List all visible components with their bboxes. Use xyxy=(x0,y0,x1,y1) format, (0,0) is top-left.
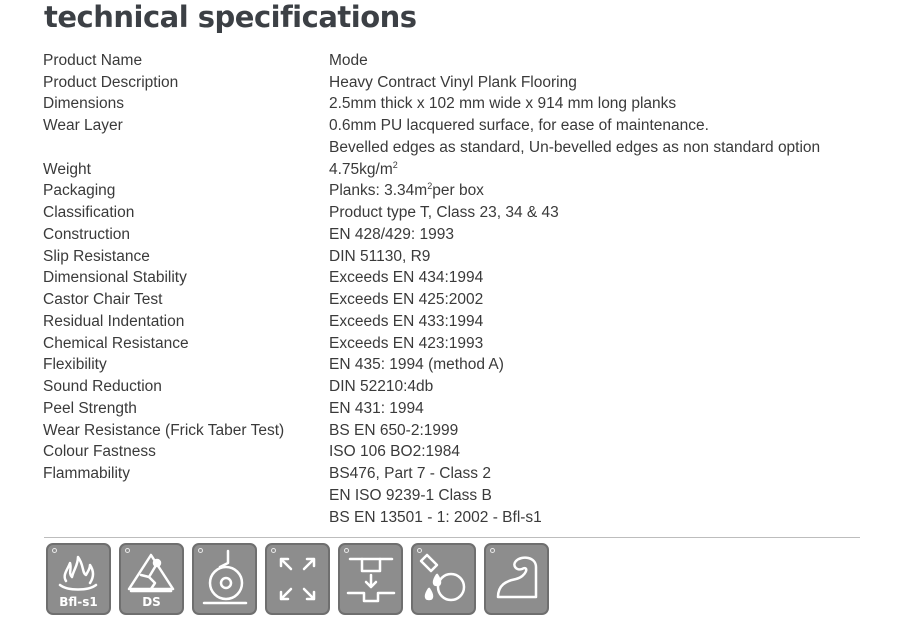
performance-icons xyxy=(46,543,549,615)
weight-value: 4.75kg/m xyxy=(329,160,393,178)
spec-value: EN 431: 1994 xyxy=(329,399,424,417)
spec-value: Bevelled edges as standard, Un-bevelled edges as non standard option xyxy=(329,138,821,156)
spec-row xyxy=(43,333,873,355)
spec-row xyxy=(43,94,873,116)
flexibility-icon xyxy=(484,543,549,615)
spec-row xyxy=(43,398,873,420)
spec-row xyxy=(43,246,873,268)
spec-label: Classification xyxy=(43,204,135,222)
spec-row xyxy=(43,72,873,94)
slip-resistance-icon xyxy=(119,543,184,615)
spec-row xyxy=(43,376,873,398)
spec-row xyxy=(43,463,873,485)
spec-row xyxy=(43,507,873,529)
spec-label: Wear Resistance (Frick Taber Test) xyxy=(43,421,285,439)
spec-value xyxy=(329,161,398,179)
spec-row xyxy=(43,159,873,181)
spec-value: Exceeds EN 434:1994 xyxy=(329,269,484,287)
slip-resistance-caption: DS xyxy=(142,595,161,609)
spec-label: Wear Layer xyxy=(43,117,123,135)
spec-row xyxy=(43,289,873,311)
spec-label: Colour Fastness xyxy=(43,443,156,461)
spec-value: EN ISO 9239-1 Class B xyxy=(329,486,492,504)
spec-value: EN 435: 1994 (method A) xyxy=(329,356,504,374)
spec-label: Product Name xyxy=(43,51,143,69)
spec-value: EN 428/429: 1993 xyxy=(329,225,454,243)
spec-value: BS476, Part 7 - Class 2 xyxy=(329,465,491,483)
spec-value: Mode xyxy=(329,51,368,69)
spec-value: Heavy Contract Vinyl Plank Flooring xyxy=(329,73,577,91)
spec-row xyxy=(43,202,873,224)
spec-row xyxy=(43,442,873,464)
spec-label: Castor Chair Test xyxy=(43,291,163,309)
spec-label: Residual Indentation xyxy=(43,312,185,330)
spec-row xyxy=(43,137,873,159)
spec-table xyxy=(43,50,873,529)
spec-label: Dimensional Stability xyxy=(43,269,187,287)
fire-rating-icon xyxy=(46,543,111,615)
packaging-value: Planks: 3.34m xyxy=(329,182,428,200)
spec-value: Exceeds EN 433:1994 xyxy=(329,312,484,330)
page-title: technical specifications xyxy=(44,0,417,34)
divider xyxy=(44,537,860,538)
spec-value: BS EN 650-2:1999 xyxy=(329,421,459,439)
spec-value: BS EN 13501 - 1: 2002 - Bfl-s1 xyxy=(329,508,542,526)
spec-value: 0.6mm PU lacquered surface, for ease of maintenance. xyxy=(329,117,709,135)
spec-label: Slip Resistance xyxy=(43,247,150,265)
spec-value: DIN 52210:4db xyxy=(329,378,434,396)
spec-label: Dimensions xyxy=(43,95,124,113)
spec-row xyxy=(43,268,873,290)
spec-row xyxy=(43,420,873,442)
packaging-suffix: per box xyxy=(432,182,484,200)
spec-label: Flammability xyxy=(43,465,130,483)
residual-indentation-icon xyxy=(338,543,403,615)
spec-value: Exceeds EN 425:2002 xyxy=(329,291,484,309)
spec-label: Packaging xyxy=(43,182,116,200)
spec-label: Sound Reduction xyxy=(43,378,162,396)
spec-label: Product Description xyxy=(43,73,179,91)
spec-row xyxy=(43,50,873,72)
spec-value xyxy=(329,182,484,200)
spec-label: Peel Strength xyxy=(43,399,137,417)
spec-row xyxy=(43,115,873,137)
dimensional-stability-icon xyxy=(265,543,330,615)
superscript: 2 xyxy=(427,181,433,192)
spec-value: Product type T, Class 23, 34 & 43 xyxy=(329,204,559,222)
spec-value: DIN 51130, R9 xyxy=(329,247,431,265)
spec-label: Weight xyxy=(43,160,91,178)
fire-rating-caption: Bfl-s1 xyxy=(59,595,98,609)
spec-value: ISO 106 BO2:1984 xyxy=(329,443,460,461)
spec-row xyxy=(43,224,873,246)
superscript: 2 xyxy=(392,159,398,170)
spec-value: 2.5mm thick x 102 mm wide x 914 mm long planks xyxy=(329,95,677,113)
spec-row xyxy=(43,355,873,377)
spec-label: Flexibility xyxy=(43,356,107,374)
spec-row xyxy=(43,181,873,203)
spec-label: Construction xyxy=(43,225,131,243)
spec-row xyxy=(43,485,873,507)
spec-row xyxy=(43,311,873,333)
spec-value: Exceeds EN 423:1993 xyxy=(329,334,484,352)
chemical-resistance-icon xyxy=(411,543,476,615)
castor-chair-icon xyxy=(192,543,257,615)
spec-label: Chemical Resistance xyxy=(43,334,189,352)
